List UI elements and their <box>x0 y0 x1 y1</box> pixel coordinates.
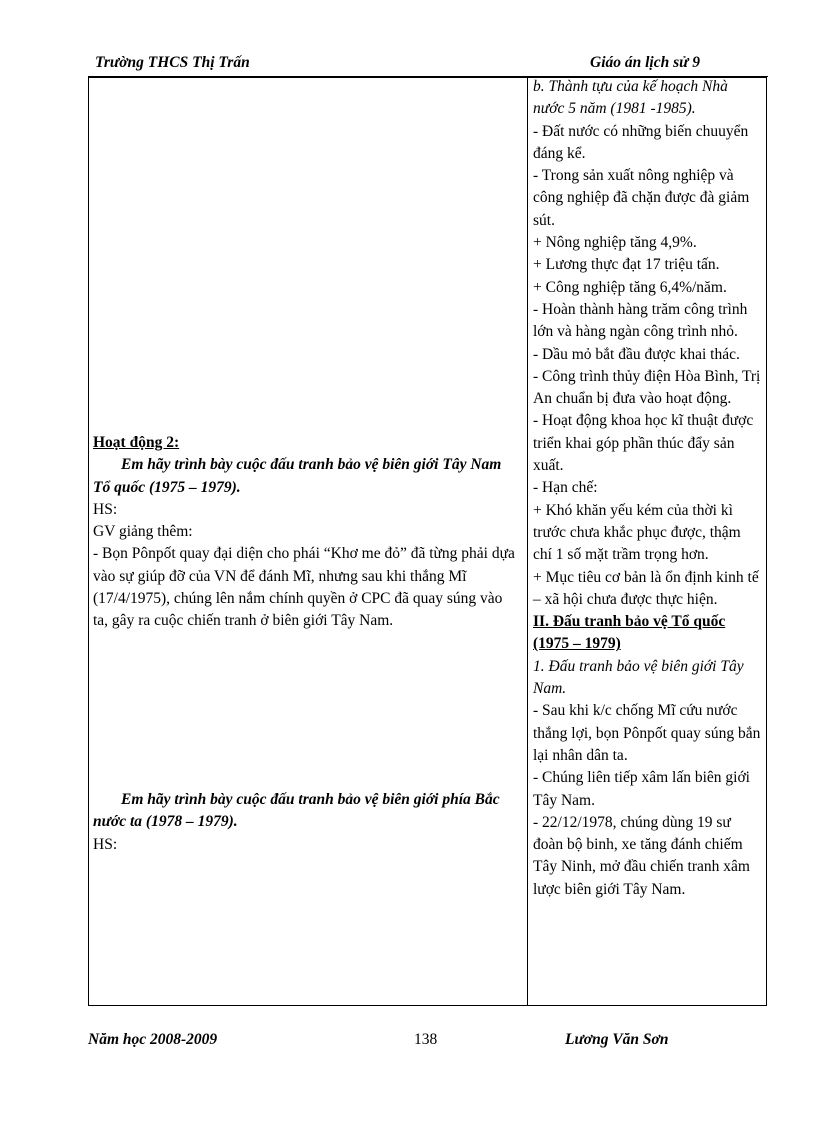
column-divider <box>527 77 528 1006</box>
left-cell-activity <box>93 432 521 633</box>
list-item: + Nông nghiệp tăng 4,9%. <box>533 234 697 252</box>
subsection-1-heading: 1. Đấu tranh bảo vệ biên giới Tây Nam. <box>533 657 744 698</box>
list-item: - Hạn chế: <box>533 479 598 497</box>
page-number: 138 <box>414 1031 438 1048</box>
section-2-heading: II. Đấu tranh bảo vệ Tổ quốc (1975 – 1979) <box>533 613 726 653</box>
left-cell-question-2 <box>93 789 521 856</box>
list-item: - Chúng liên tiếp xâm lấn biên giới Tây Nam. <box>533 769 750 809</box>
list-item: - 22/12/1978, chúng dùng 19 sư đoàn bộ binh, xe tăng đánh chiếm Tây Ninh, mở đầu chiến tranh xâm lược biên giới Tây Nam. <box>533 813 750 898</box>
list-item: - Công trình thủy điện Hòa Bình, Trị An chuẩn bị đưa vào hoạt động. <box>533 367 761 408</box>
student-answer-1: HS: <box>93 500 118 518</box>
teacher-note-text: - Bọn Pônpốt quay đại diện cho phái “Khơ me đỏ” đã từng phải dựa vào sự giúp đỡ của VN để đánh Mĩ, nhưng sau khi thắng Mĩ (17/4/1975), chúng lên nắm chính quyền ở CPC đã quay súng vào ta, gây ra cuộc chiến tranh ở biên giới Tây Nam. <box>93 545 515 630</box>
list-item: - Hoạt động khoa học kĩ thuật được triển khai góp phần thúc đẩy sản xuất. <box>533 412 754 475</box>
list-item: + Công nghiệp tăng 6,4%/năm. <box>533 278 727 296</box>
teacher-note-label: GV giảng thêm: <box>93 523 193 541</box>
list-item: - Dầu mỏ bắt đầu được khai thác. <box>533 345 740 363</box>
header-school: Trường THCS Thị Trấn <box>95 54 250 71</box>
student-answer-2: HS: <box>93 835 118 853</box>
list-item: + Khó khăn yếu kém của thời kì trước chưa khắc phục được, thậm chí 1 số mặt trầm trọng hơn. <box>533 501 741 564</box>
list-item: + Lương thực đạt 17 triệu tấn. <box>533 256 720 274</box>
list-item: - Đất nước có những biến chuuyển đáng kể. <box>533 122 749 162</box>
list-item: + Mục tiêu cơ bản là ổn định kinh tế – xã hội chưa được thực hiện. <box>533 568 759 608</box>
right-cell-content <box>533 76 763 901</box>
question-1: Em hãy trình bày cuộc đấu tranh bảo vệ biên giới Tây Nam Tổ quốc (1975 – 1979). <box>93 456 502 496</box>
footer-author: Lương Văn Sơn <box>565 1031 669 1048</box>
list-item: - Hoàn thành hàng trăm công trình lớn và hàng ngàn công trình nhỏ. <box>533 300 748 341</box>
list-item: - Sau khi k/c chống Mĩ cứu nước thắng lợi, bọn Pônpốt quay súng bắn lại nhân dân ta. <box>533 702 761 764</box>
footer-school-year: Năm học 2008-2009 <box>88 1031 218 1048</box>
list-item: - Trong sản xuất nông nghiệp và công nghiệp đã chặn được đà giảm sút. <box>533 167 750 229</box>
activity-title: Hoạt động 2: <box>93 434 180 451</box>
question-2: Em hãy trình bày cuộc đấu tranh bảo vệ biên giới phía Bắc nước ta (1978 – 1979). <box>93 791 500 831</box>
heading-b: b. Thành tựu của kế hoạch Nhà nước 5 năm (1981 -1985). <box>533 78 728 118</box>
header-subject: Giáo án lịch sử 9 <box>590 54 701 71</box>
